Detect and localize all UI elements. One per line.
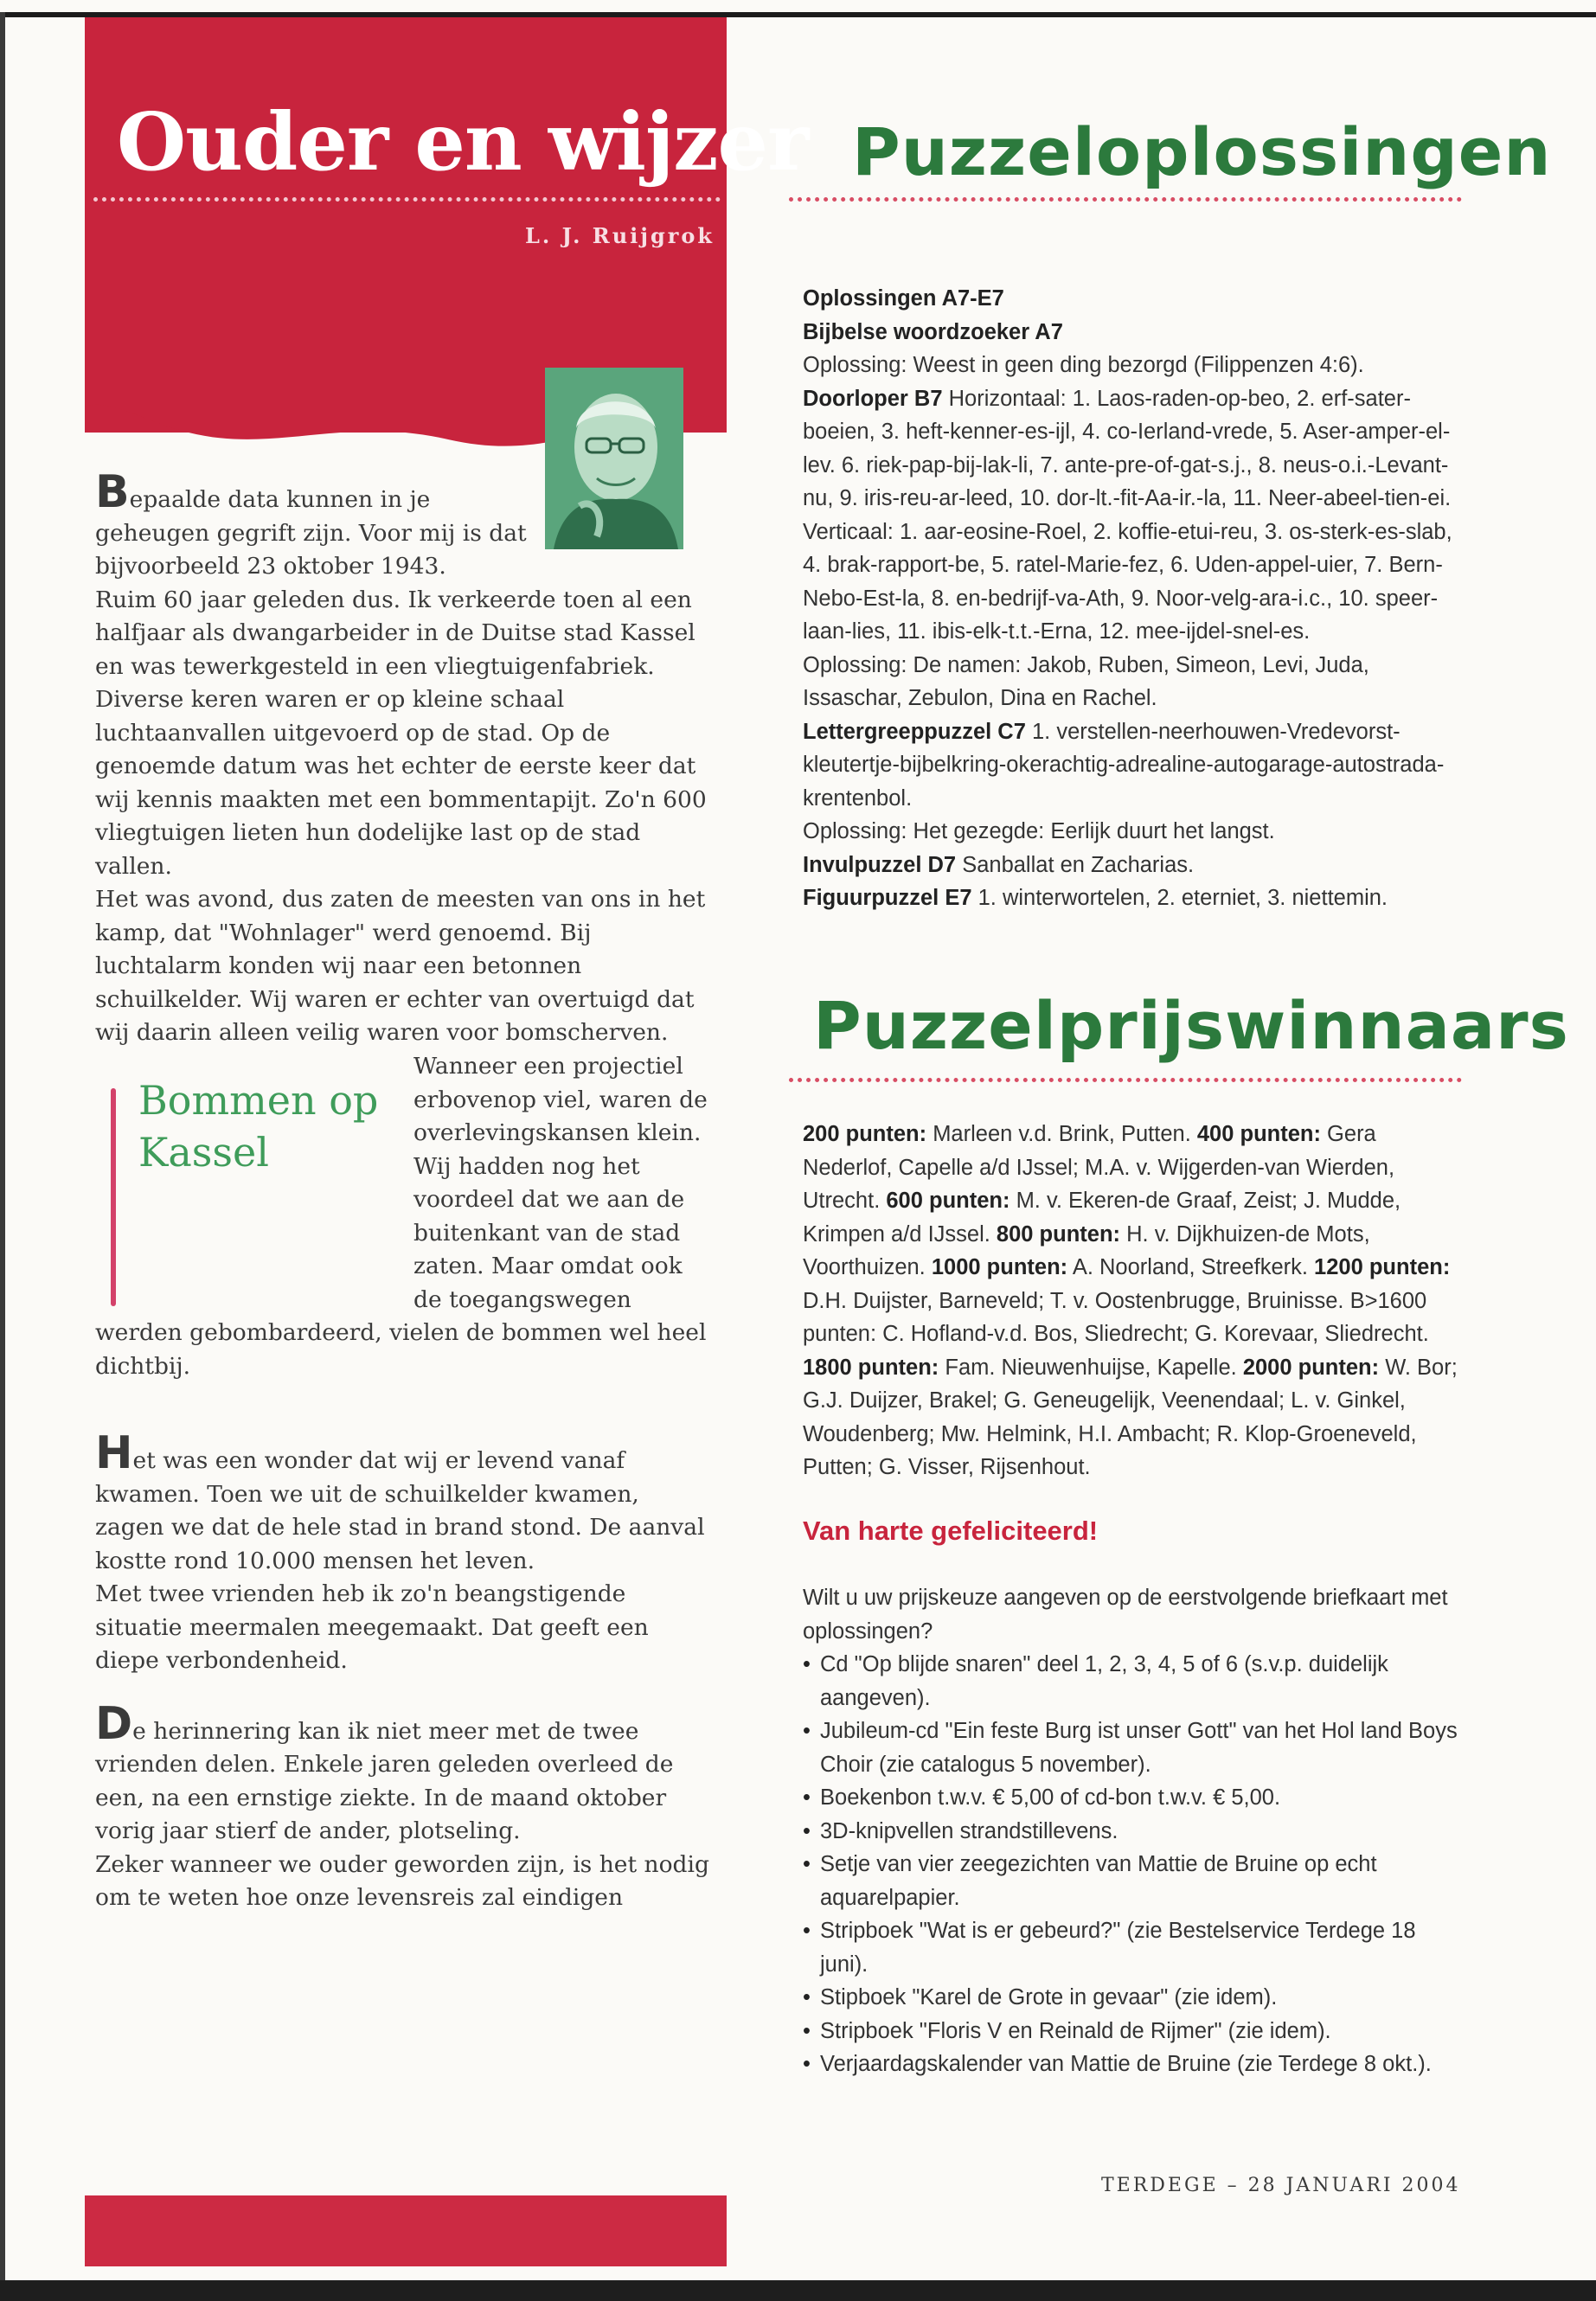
drop-cap: D <box>95 1697 133 1750</box>
list-item: • Boekenbon t.w.v. € 5,00 of cd-bon t.w.v. € 5,00. <box>803 1781 1464 1815</box>
article-title: Ouder en wijzer <box>117 95 809 189</box>
solution-b7: Doorloper B7 Horizontaal: 1. Laos-raden-op-beo, 2. erf-sater-boeien, 3. heft-kenner-es-ijl, 4. co-Ierland-vrede, 5. Aser-amper-el-lev. 6. riek-pap-bij-lak-li, 7. ante-pre-of-gat-s.j., 8. neus-o.i.-Levant-nu, 9. iris-reu-ar-leed, 10. dor-lt.-fit-Aa-ir.-la, 11. Neer-abeel-tien-ei. <box>803 386 1452 510</box>
congratulations-heading: Van harte gefeliciteerd! <box>803 1516 1099 1546</box>
list-item: • Cd "Op blijde snaren" deel 1, 2, 3, 4, 5 of 6 (s.v.p. duidelijk aangeven). <box>803 1648 1464 1715</box>
list-item: • Stripboek "Floris V en Reinald de Rijmer" (zie idem). <box>803 2015 1464 2048</box>
list-item: • 3D-knipvellen strandstillevens. <box>803 1815 1464 1849</box>
paragraph: Het was avond, dus zaten de meesten van ons in het kamp, dat "Wohnlager" werd genoemd. Bij luchtalarm konden wij naar een betonnen schuilkelder. Wij waren er echter van overtuigd dat wij daarin alleen veilig waren voor bomscherven. <box>95 886 706 1046</box>
page-footer: TERDEGE – 28 JANUARI 2004 <box>1101 2175 1461 2196</box>
section-title-winners: Puzzelprijswinnaars <box>813 987 1569 1064</box>
solutions-heading: Oplossingen A7-E7 <box>803 286 1004 311</box>
paragraph: Het was een wonder dat wij er levend vanaf kwamen. Toen we uit de schuilkelder kwamen, zagen we dat de hele stad in brand stond. De aanval kostte rond 10.000 mensen het leven. <box>95 1427 705 1574</box>
solution-a7: Oplossing: Weest in geen ding bezorgd (Filippenzen 4:6). <box>803 353 1364 377</box>
title-divider <box>789 197 1462 202</box>
article-body-bottom <box>95 1317 711 1915</box>
title-divider <box>93 197 721 202</box>
paragraph: Zeker wanneer we ouder geworden zijn, is het nodig om te weten hoe onze levensreis zal eindigen <box>95 1850 709 1911</box>
puzzle-heading-a7: Bijbelse woordzoeker A7 <box>803 319 1063 344</box>
paragraph: Ruim 60 jaar geleden dus. Ik verkeerde toen al een halfjaar als dwangarbeider in de Duitse stad Kassel en was tewerkgesteld in een vliegtuigenfabriek. Diverse keren waren er op kleine schaal luchtaanvallen uitgevoerd op de stad. Op de genoemde datum was het echter de eerste keer dat wij kennis maakten met een bommentapijt. Zo'n 600 vliegtuigen lieten hun dodelijke last op de stad vallen. <box>95 586 707 880</box>
solution-b7-answer: Oplossing: De namen: Jakob, Ruben, Simeon, Levi, Juda, Issaschar, Zebulon, Dina en Rachel. <box>803 652 1369 710</box>
scan-left-edge <box>0 12 5 2287</box>
scan-bottom-edge <box>0 2280 1596 2301</box>
section-title-solutions: Puzzeloplossingen <box>852 113 1552 190</box>
article-body-top <box>95 466 711 1050</box>
solution-e7: Figuurpuzzel E7 1. winterwortelen, 2. eterniet, 3. niettemin. <box>803 886 1388 910</box>
pullquote-bar <box>111 1088 116 1306</box>
list-item: • Setje van vier zeegezichten van Mattie de Bruine op echt aquarelpapier. <box>803 1848 1464 1914</box>
solutions-text <box>803 282 1464 915</box>
list-item: • Verjaardagskalender van Mattie de Bruine (zie Terdege 8 okt.). <box>803 2048 1464 2081</box>
solution-c7: Lettergreeppuzzel C7 1. verstellen-neerhouwen-Vredevorst-kleutertje-bijbelkring-okerachtig-adrealine-autogarage-autostrada-krentenbol. <box>803 719 1445 811</box>
article-body-narrow: Wanneer een projectiel erbovenop viel, waren de overlevingskansen klein. Wij hadden nog het voordeel dat we aan de buitenkant van de stad zaten. Maar omdat ook de toegangswegen <box>413 1053 708 1313</box>
solution-b7-vertical: Verticaal: 1. aar-eosine-Roel, 2. koffie-etui-reu, 3. os-sterk-es-slab, 4. brak-rapport-be, 5. ratel-Marie-fez, 6. Uden-appel-uier, 7. Bern-Nebo-Est-la, 8. en-bedrijf-va-Ath, 9. Noor-velg-ara-i.c., 10. speer-laan-lies, 11. ibis-elk-t.t.-Erna, 12. mee-ijdel-snel-es. <box>803 519 1452 644</box>
author-name: L. J. Ruijgrok <box>525 223 715 248</box>
paragraph: De herinnering kan ik niet meer met de twee vrienden delen. Enkele jaren geleden overleed de een, na een ernstige ziekte. In de maand oktober vorig jaar stierf de ander, plotseling. <box>95 1697 674 1844</box>
winners-text <box>803 1118 1464 1484</box>
paragraph: werden gebombardeerd, vielen de bommen wel heel dichtbij. <box>95 1319 707 1380</box>
solution-c7-answer: Oplossing: Het gezegde: Eerlijk duurt het langst. <box>803 819 1275 843</box>
drop-cap: B <box>95 466 130 518</box>
title-divider <box>789 1078 1462 1082</box>
paragraph-intro: Bepaalde data kunnen in je geheugen gegrift zijn. Voor mij is dat bijvoorbeeld 23 oktober 1943. <box>95 466 527 580</box>
prize-list <box>803 1648 1464 2081</box>
list-item: • Stipboek "Karel de Grote in gevaar" (zie idem). <box>803 1981 1464 2015</box>
drop-cap: H <box>95 1427 133 1479</box>
paragraph: Met twee vrienden heb ik zo'n beangstigende situatie meermalen meegemaakt. Dat geeft een diepe verbondenheid. <box>95 1580 649 1674</box>
pullquote: Bommen op Kassel <box>138 1077 379 1176</box>
prize-intro: Wilt u uw prijskeuze aangeven op de eerstvolgende briefkaart met oplossingen? <box>803 1586 1448 1644</box>
prize-section <box>803 1581 1464 2081</box>
winners-list: 200 punten: Marleen v.d. Brink, Putten. 400 punten: Gera Nederlof, Capelle a/d IJssel; M.A. v. Wijgerden-van Wierden, Utrecht. 600 punten: M. v. Ekeren-de Graaf, Zeist; J. Mudde, Krimpen a/d IJssel. 800 punten: H. v. Dijkhuizen-de Mots, Voorthuizen. 1000 punten: A. Noorland, Streefkerk. 1200 punten: D.H. Duijster, Barneveld; T. v. Oostenbrugge, Bruinisse. B>1600 punten: C. Hofland-v.d. Bos, Sliedrecht; G. Korevaar, Sliedrecht. 1800 punten: Fam. Nieuwenhuijse, Kapelle. 2000 punten: W. Bor; G.J. Duijzer, Brakel; G. Geneugelijk, Veenendaal; L. v. Ginkel, Woudenberg; Mw. Helmink, H.I. Ambacht; R. Klop-Groeneveld, Putten; G. Visser, Rijsenhout. <box>803 1122 1458 1479</box>
list-item: • Jubileum-cd "Ein feste Burg ist unser Gott" van het Hol land Boys Choir (zie catalogus 5 november). <box>803 1715 1464 1781</box>
bottom-banner <box>85 2195 727 2266</box>
list-item: • Stripboek "Wat is er gebeurd?" (zie Bestelservice Terdege 18 juni). <box>803 1914 1464 1981</box>
solution-d7: Invulpuzzel D7 Sanballat en Zacharias. <box>803 852 1195 877</box>
